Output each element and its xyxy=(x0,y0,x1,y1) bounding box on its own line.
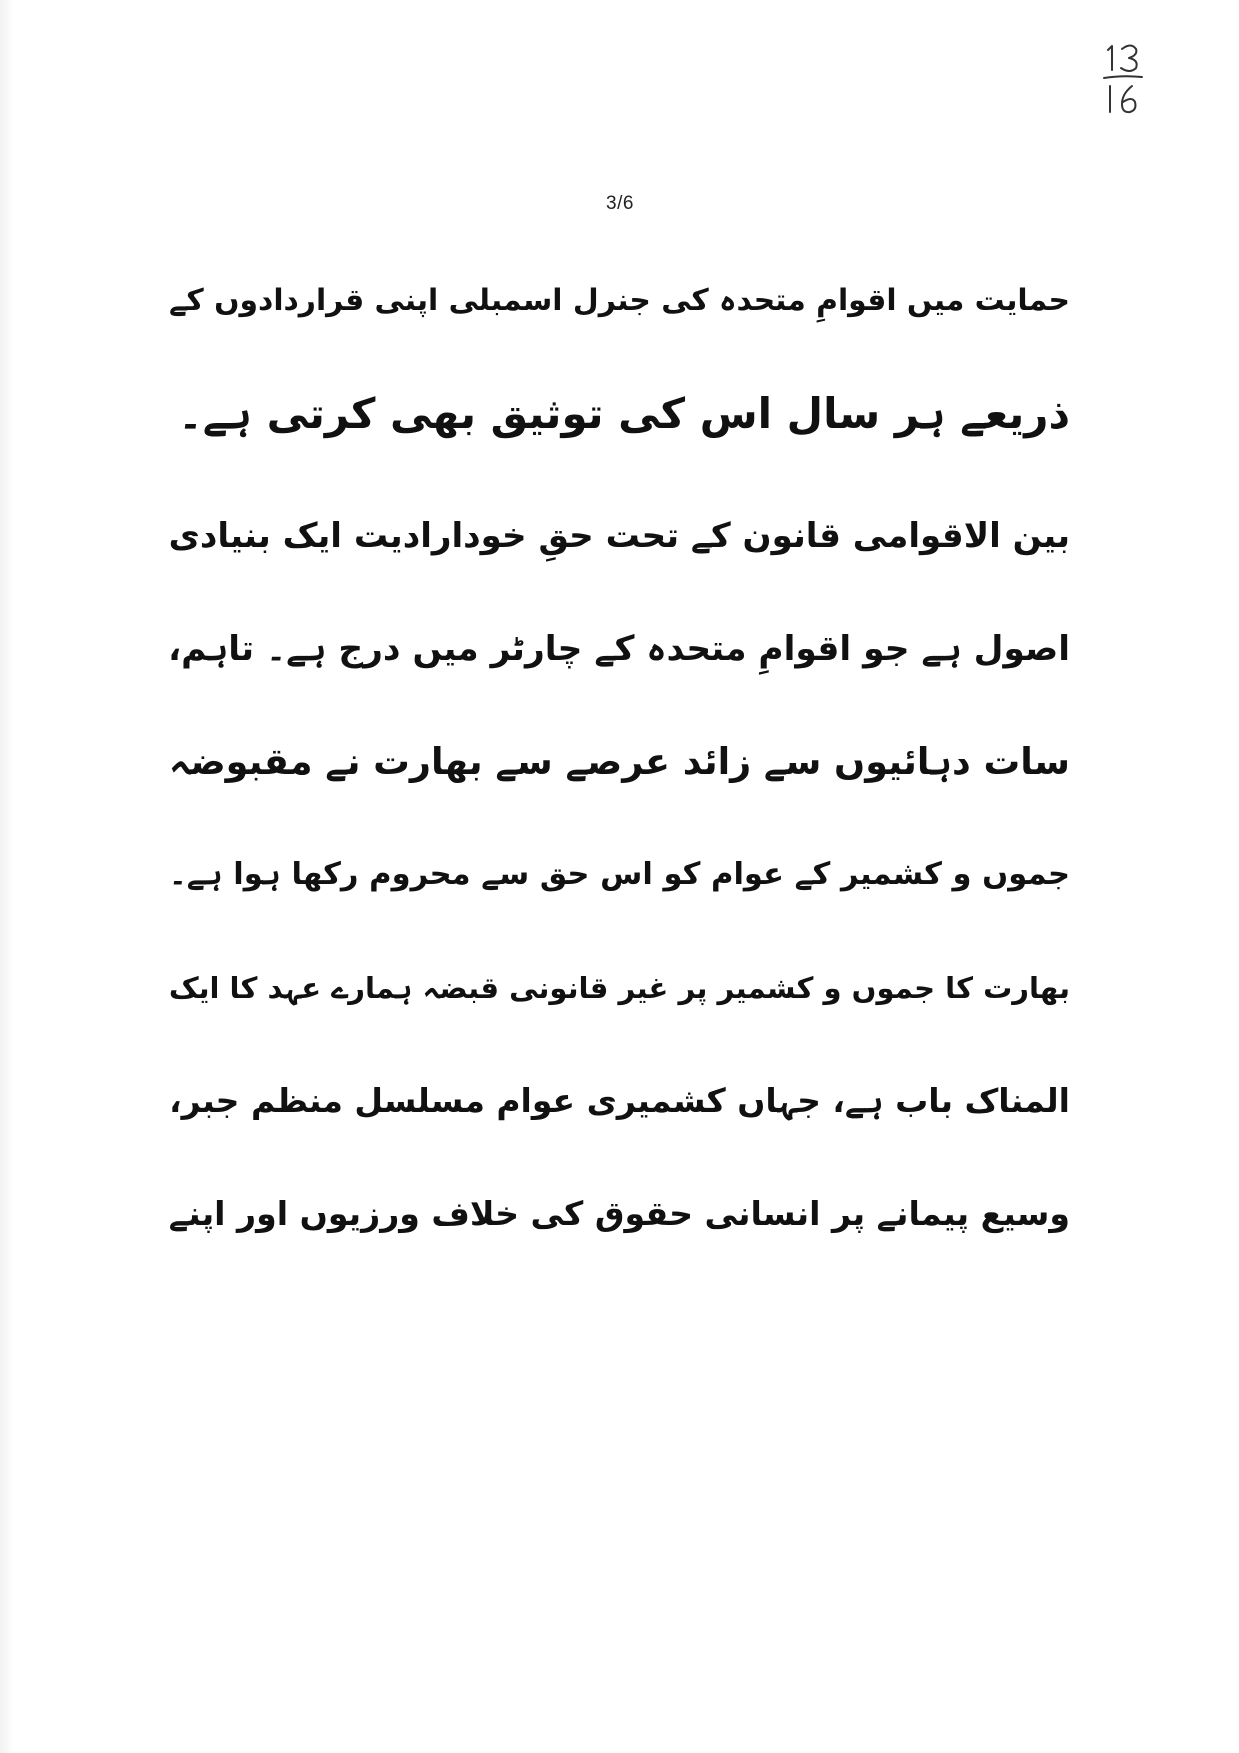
text-line: ذریعے ہر سال اس کی توثیق بھی کرتی ہے۔ xyxy=(178,389,1070,438)
handwritten-count-drawing xyxy=(1098,40,1158,120)
text-line: جموں و کشمیر کے عوام کو اس حق سے محروم رکھا ہوا ہے۔ xyxy=(168,857,1070,892)
text-line: اصول ہے جو اقوامِ متحدہ کے چارٹر میں درج ہے۔ تاہم، xyxy=(168,629,1070,669)
handwritten-page-count xyxy=(1098,40,1158,120)
text-line: حمایت میں اقوامِ متحدہ کی جنرل اسمبلی اپنی قراردادوں کے xyxy=(168,283,1070,318)
text-line: وسیع پیمانے پر انسانی حقوق کی خلاف ورزیوں اور اپنے xyxy=(168,1194,1070,1233)
paragraph-2 xyxy=(150,503,1070,1247)
text-line: المناک باب ہے، جہاں کشمیری عوام مسلسل منظم جبر، xyxy=(169,1081,1070,1120)
text-line: سات دہائیوں سے زائد عرصے سے بھارت نے مقبوضہ xyxy=(168,740,1070,783)
paragraph-1 xyxy=(150,268,1070,447)
text-line: بھارت کا جموں و کشمیر پر غیر قانونی قبضہ ہمارے عہد کا ایک xyxy=(168,971,1070,1005)
document-body xyxy=(150,268,1070,1294)
page-number: 3/6 xyxy=(606,193,634,214)
scan-edge-shadow xyxy=(0,0,14,1753)
text-line: بین الاقوامی قانون کے تحت حقِ خودارادیت ایک بنیادی xyxy=(168,516,1070,556)
